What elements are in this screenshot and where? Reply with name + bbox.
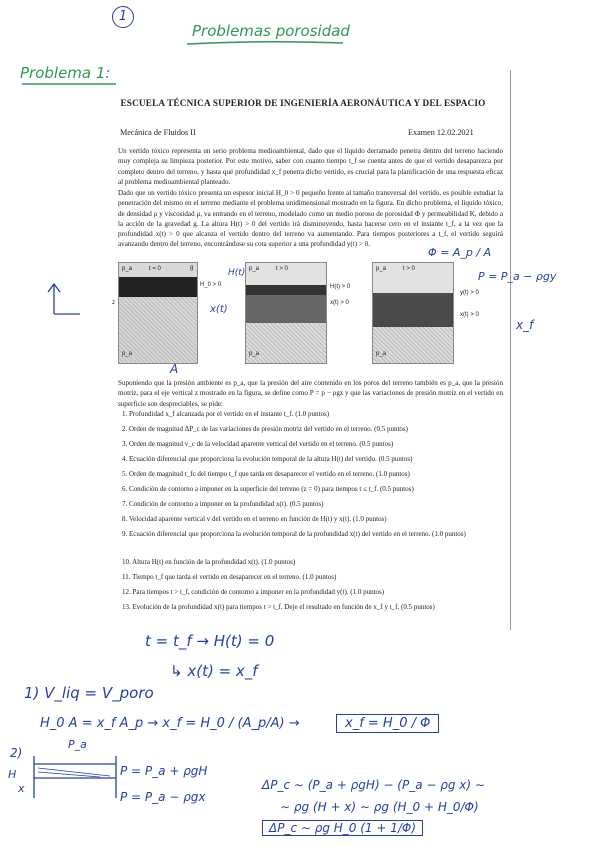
question-item: 6. Condición de contorno a imponer en la superficie del terreno (z = 0) para tiempos t ≤ t_f. (0.5 puntos) [122, 485, 414, 493]
eq-bottom: P = P_a − ρgx [120, 790, 206, 804]
work-line-1: t = t_f → H(t) = 0 [145, 632, 275, 650]
work-line-3: 1) V_liq = V_poro [24, 684, 154, 702]
area-note: A [170, 362, 179, 376]
time-label-2: t > 0 [276, 266, 288, 272]
problem-underline [20, 80, 120, 88]
soil-layer [246, 323, 326, 363]
intro-paragraph: Un vertido tóxico representa un serio problema medioambiental, dado que el líquido derramado penetra dentro del terreno haciendo muy compleja su limpieza posterior. Por este motivo, saber con cuanto tiempo t_f se cuenta antes de que el vertido desaparezca por completo dentro del terreno, y hasta qué profundidad x_f penetra dicho vertido, es crucial para la planificación de una respuesta eficaz al problema medioambiental planteado. [118, 147, 503, 186]
dp-line-2: ∼ ρg (H + x) ∼ ρg (H_0 + H_0/Φ) [280, 800, 479, 814]
pa-top-3: p_a [376, 266, 387, 272]
liquid-layer [246, 285, 326, 295]
question-item: 3. Orden de magnitud v_c de la velocidad aparente vertical del vertido en el terreno. (0.5 puntos) [122, 440, 394, 448]
figure-panel-t1 [245, 262, 327, 364]
exam-date: Examen 12.02.2021 [408, 128, 474, 137]
boxed-result-1: x_f = H_0 / Φ [336, 714, 439, 733]
wet-soil-layer [246, 295, 326, 323]
pa-bottom-3: p_a [376, 351, 387, 357]
x-sketch-label: x [18, 782, 25, 795]
question-item: 13. Evolución de la profundidad x(t) para tiempos t > t_f. Deje el resultado en función de x_f y t_f. (0.5 puntos) [122, 603, 435, 611]
page-number-mark: 1 [112, 6, 134, 28]
pa-bottom-1: p_a [122, 351, 133, 357]
problem-label: Problema 1: [20, 64, 111, 82]
setup-paragraph: Dado que un vertido tóxico presenta un espesor inicial H_0 > 0 pequeño frente al tamaño transversal del vertido, es posible estudiar la penetración del mismo en el terreno mediante el problema unidimensional mostrado en la figura. En dicho problema, el líquido tóxico, de densidad ρ y viscosidad μ, va entrando en el terreno, modelado como un medio poroso de porosidad Φ y permeabilidad K, debido a la acción de la gravedad g. La altura H(t) > 0 del vertido irá disminuyendo, hasta hacerse cero en el instante t_f, a la vez que la profundidad x(t) > 0 que alcanza el vertido dentro del terreno va aumentando. Para tiempos posteriores a t_f, el vertido seguirá avanzando dentro del terreno, encontrándose su cota superior a una profundidad y(t) > 0. [118, 189, 503, 249]
question-item: 7. Condición de contorno a imponer en la profundidad x(t). (0.5 puntos) [122, 500, 324, 508]
question-item: 10. Altura H(t) en función de la profundidad x(t). (1.0 puntos) [122, 558, 296, 566]
yt-label: y(t) > 0 [460, 290, 479, 296]
sheet-edge [510, 70, 511, 630]
course-name: Mecánica de Fluidos II [120, 128, 196, 137]
figure-panel-t0 [118, 262, 198, 364]
xt-label-3: x(t) > 0 [460, 312, 479, 318]
question-item: 8. Velocidad aparente vertical v del vertido en el terreno en función de H(t) y x(t). (1.0 puntos) [122, 515, 387, 523]
z-axis-label: z [112, 300, 115, 306]
g-label-1: g [190, 265, 194, 271]
dp-line-1: ΔP_c ∼ (P_a + ρgH) − (P_a − ρg x) ∼ [262, 778, 485, 792]
work-line-4: H_0 A = x_f A_p → x_f = H_0 / (A_p/A) → [40, 716, 300, 731]
pressure-note: P = P_a − ρgy [478, 270, 557, 283]
header-underline [185, 38, 345, 48]
ht-label: H(t) > 0 [330, 284, 351, 290]
left-top-label: 2) [10, 746, 23, 760]
eq-top: P = P_a + ρgH [120, 764, 208, 778]
xt-label-2: x(t) > 0 [330, 300, 349, 306]
ht-note: H(t) [228, 268, 246, 278]
question-item: 11. Tiempo t_f que tarda el vertido en desaparecer en el terreno. (1.0 puntos) [122, 573, 337, 581]
boxed-result-2: ΔP_c ∼ ρg H_0 (1 + 1/Φ) [262, 820, 423, 836]
time-label-1: t = 0 [149, 266, 161, 272]
time-label-3: t > 0 [403, 266, 415, 272]
wet-soil-layer [373, 293, 453, 327]
pa-top-1: p_a [122, 266, 133, 272]
xf-note: x_f [516, 318, 534, 332]
axis-sketch [44, 280, 84, 320]
work-line-2: ↳ x(t) = x_f [170, 662, 258, 680]
question-item: 9. Ecuación diferencial que proporciona la evolución temporal de la profundidad x(t) del vertido en el terreno. (1.0 puntos) [122, 530, 466, 538]
liquid-layer [119, 277, 197, 297]
h0-label: H_0 > 0 [200, 282, 222, 288]
question-item: 2. Orden de magnitud ΔP_c de las variaciones de presión motriz del vertido en el terreno. (0.5 puntos) [122, 425, 408, 433]
pa-sketch-label: P_a [68, 738, 87, 751]
question-item: 1. Profundidad x_f alcanzada por el vertido en el instante t_f. (1.0 puntos) [122, 410, 330, 418]
question-item: 12. Para tiempos t > t_f, condición de contorno a imponer en la profundidad y(t). (1.0 puntos) [122, 588, 385, 596]
figure-panel-t2 [372, 262, 454, 364]
question-intro: Suponiendo que la presión ambiente es p_a, que la presión del aire contenido en los poros del terreno también es p_a, que la presión motriz, para el eje vertical z mostrado en la figura, se define como P = p − ρgz y que las variaciones de presión motriz en el vertido en superficie son despreciables, se pide: [118, 379, 503, 408]
soil-sketch [30, 752, 120, 802]
pa-bottom-2: p_a [249, 351, 260, 357]
soil-layer [373, 327, 453, 363]
pa-top-2: p_a [249, 266, 260, 272]
question-item: 5. Orden de magnitud t_fc del tiempo t_f que tarda en desaparecer el vertido en el terreno. (1.0 puntos) [122, 470, 410, 478]
header-title: Problemas porosidad [192, 22, 350, 40]
phi-note: Φ = A_p / A [428, 246, 492, 259]
h-sketch-label: H [8, 768, 17, 781]
school-title: ESCUELA TÉCNICA SUPERIOR DE INGENIERÍA AERONÁUTICA Y DEL ESPACIO [120, 98, 486, 108]
question-item: 4. Ecuación diferencial que proporciona la evolución temporal de la altura H(t) del vertido. (0.5 puntos) [122, 455, 413, 463]
xt-note: x(t) [210, 304, 228, 315]
